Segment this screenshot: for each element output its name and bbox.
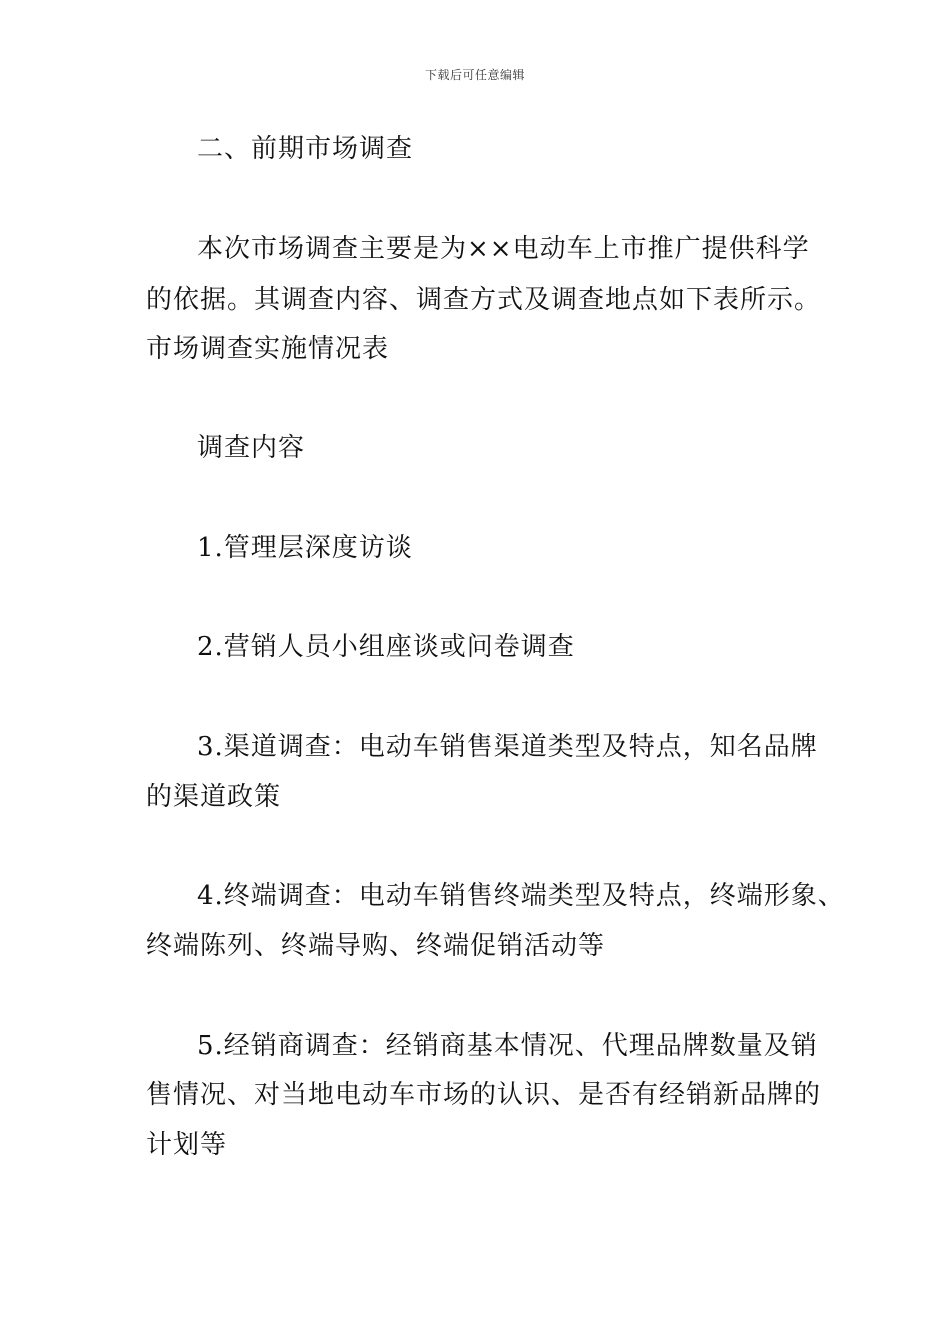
column-heading: 调查内容 — [197, 433, 306, 463]
intro-line-2: 的依据。其调查内容、调查方式及调查地点如下表所示。 — [146, 285, 822, 315]
list-item: 2.营销人员小组座谈或问卷调查 — [197, 632, 575, 662]
list-item-continuation: 的渠道政策 — [146, 782, 282, 812]
list-item: 1.管理层深度访谈 — [197, 533, 413, 563]
header-note: 下载后可任意编辑 — [424, 68, 525, 82]
list-item: 4.终端调查：电动车销售终端类型及特点，终端形象、 — [197, 881, 845, 911]
table-caption: 市场调查实施情况表 — [146, 334, 390, 364]
list-item: 5.经销商调查：经销商基本情况、代理品牌数量及销 — [197, 1031, 818, 1061]
section-title: 二、前期市场调查 — [197, 134, 414, 164]
list-item-continuation: 终端陈列、终端导购、终端促销活动等 — [146, 931, 606, 961]
list-item-continuation: 计划等 — [146, 1130, 228, 1160]
list-item-continuation: 售情况、对当地电动车市场的认识、是否有经销新品牌的 — [146, 1080, 822, 1110]
intro-line-1: 本次市场调查主要是为××电动车上市推广提供科学 — [197, 234, 810, 264]
list-item: 3.渠道调查：电动车销售渠道类型及特点，知名品牌 — [197, 732, 818, 762]
